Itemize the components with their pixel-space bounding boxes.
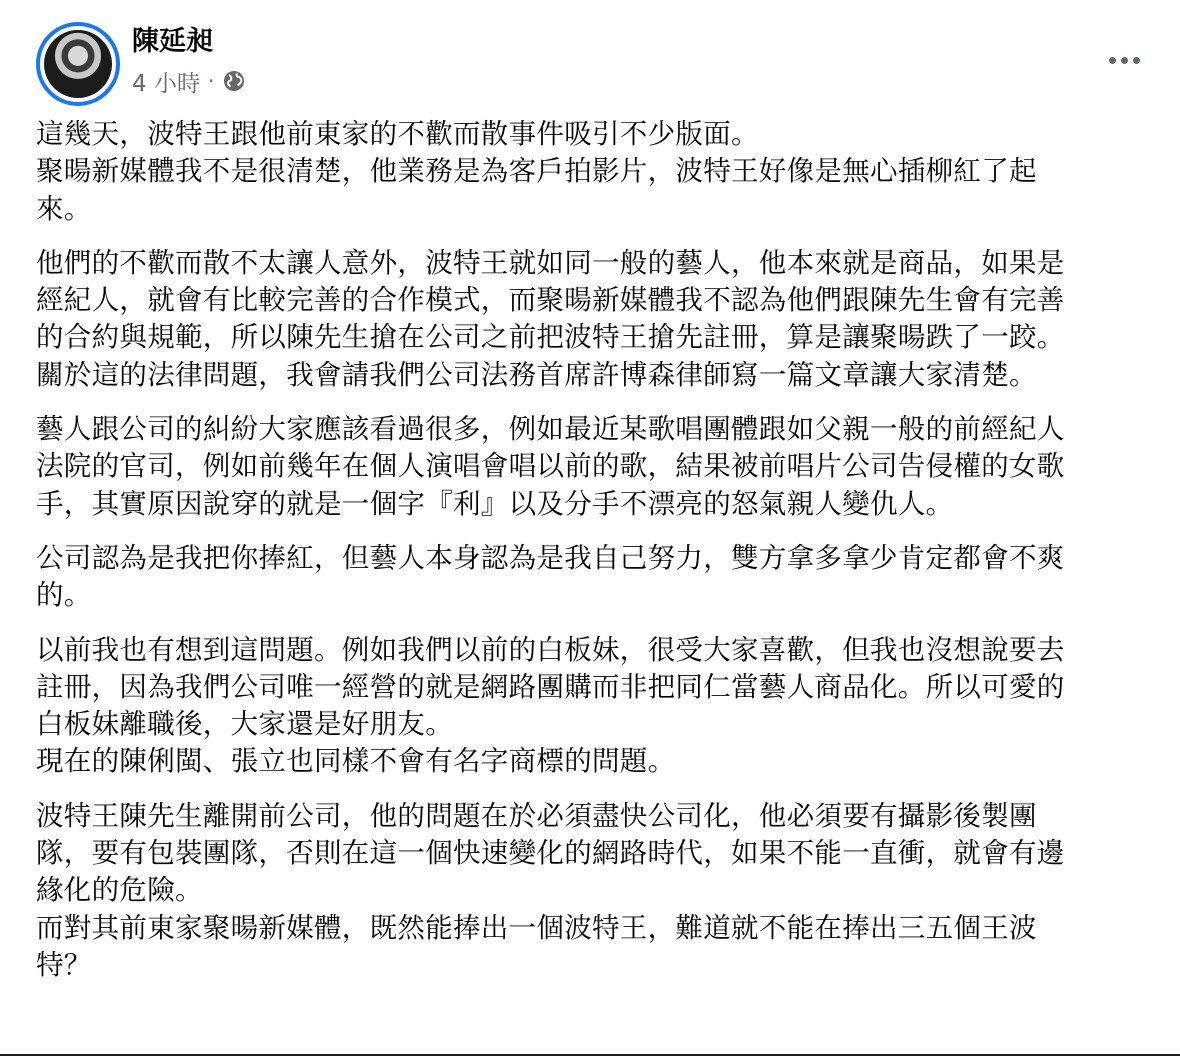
globe-icon[interactable] [222, 69, 246, 93]
text-line: 的合約與規範，所以陳先生搶在公司之前把波特王搶先註冊，算是讓聚暘跌了一跤。 [36, 321, 1065, 354]
text-line: 這幾天，波特王跟他前東家的不歡而散事件吸引不少版面。 [36, 118, 759, 150]
avatar-photo [44, 30, 112, 98]
text-line: 現在的陳俐閩、張立也同樣不會有名字商標的問題。 [36, 745, 676, 778]
post-paragraph [36, 245, 1151, 394]
post-timestamp[interactable]: 4 小時 [132, 70, 200, 97]
text-line: 波特王陳先生離開前公司，他的問題在於必須盡快公司化，他必須要有攝影後製團 [36, 799, 1037, 832]
post-paragraph [36, 116, 1151, 228]
text-line: 藝人跟公司的糾紛大家應該看過很多，例如最近某歌唱團體跟如父親一般的前經紀人 [36, 413, 1065, 446]
post-paragraph [36, 798, 1151, 984]
text-line: 經紀人，就會有比較完善的合作模式，而聚暘新媒體我不認為他們跟陳先生會有完善 [36, 284, 1065, 317]
more-dot [1109, 57, 1116, 64]
text-line: 特？ [36, 948, 92, 981]
text-line: 而對其前東家聚暘新媒體，既然能捧出一個波特王，難道就不能在捧出三五個王波 [36, 911, 1037, 944]
meta-separator: · [207, 69, 215, 93]
text-line: 的。 [36, 579, 92, 612]
post-paragraph [36, 540, 1151, 615]
more-dot [1121, 57, 1128, 64]
more-options-icon[interactable] [1102, 48, 1146, 72]
more-dot [1133, 57, 1140, 64]
author-name[interactable]: 陳延昶 [132, 26, 213, 57]
text-line: 關於這的法律問題，我會請我們公司法務首席許博森律師寫一篇文章讓大家清楚。 [36, 358, 1037, 391]
divider [0, 1054, 1180, 1056]
text-line: 法院的官司，例如前幾年在個人演唱會唱以前的歌，結果被前唱片公司告侵權的女歌 [36, 450, 1065, 483]
post-paragraph [36, 411, 1151, 523]
post-header [36, 22, 1146, 112]
post-meta [132, 66, 246, 96]
text-line: 公司認為是我把你捧紅，但藝人本身認為是我自己努力，雙方拿多拿少肯定都會不爽 [36, 541, 1065, 574]
text-line: 手，其實原因說穿的就是一個字『利』以及分手不漂亮的怒氣親人變仇人。 [36, 487, 954, 520]
text-line: 隊，要有包裝團隊，否則在這一個快速變化的網路時代，如果不能一直衝，就會有邊 [36, 837, 1065, 870]
text-line: 註冊，因為我們公司唯一經營的就是網路團購而非把同仁當藝人商品化。所以可愛的 [36, 670, 1065, 703]
post-body [36, 116, 1151, 1001]
text-line: 緣化的危險。 [36, 874, 203, 907]
text-line: 聚暘新媒體我不是很清楚，他業務是為客戶拍影片，波特王好像是無心插柳紅了起 [36, 155, 1037, 188]
text-line: 以前我也有想到這問題。例如我們以前的白板妹，很受大家喜歡，但我也沒想說要去 [36, 633, 1065, 666]
text-line: 他們的不歡而散不太讓人意外，波特王就如同一般的藝人，他本來就是商品，如果是 [36, 246, 1065, 279]
text-line: 來。 [36, 192, 92, 225]
avatar[interactable] [36, 22, 120, 106]
post-paragraph [36, 632, 1151, 781]
text-line: 白板妹離職後，大家還是好朋友。 [36, 708, 453, 741]
